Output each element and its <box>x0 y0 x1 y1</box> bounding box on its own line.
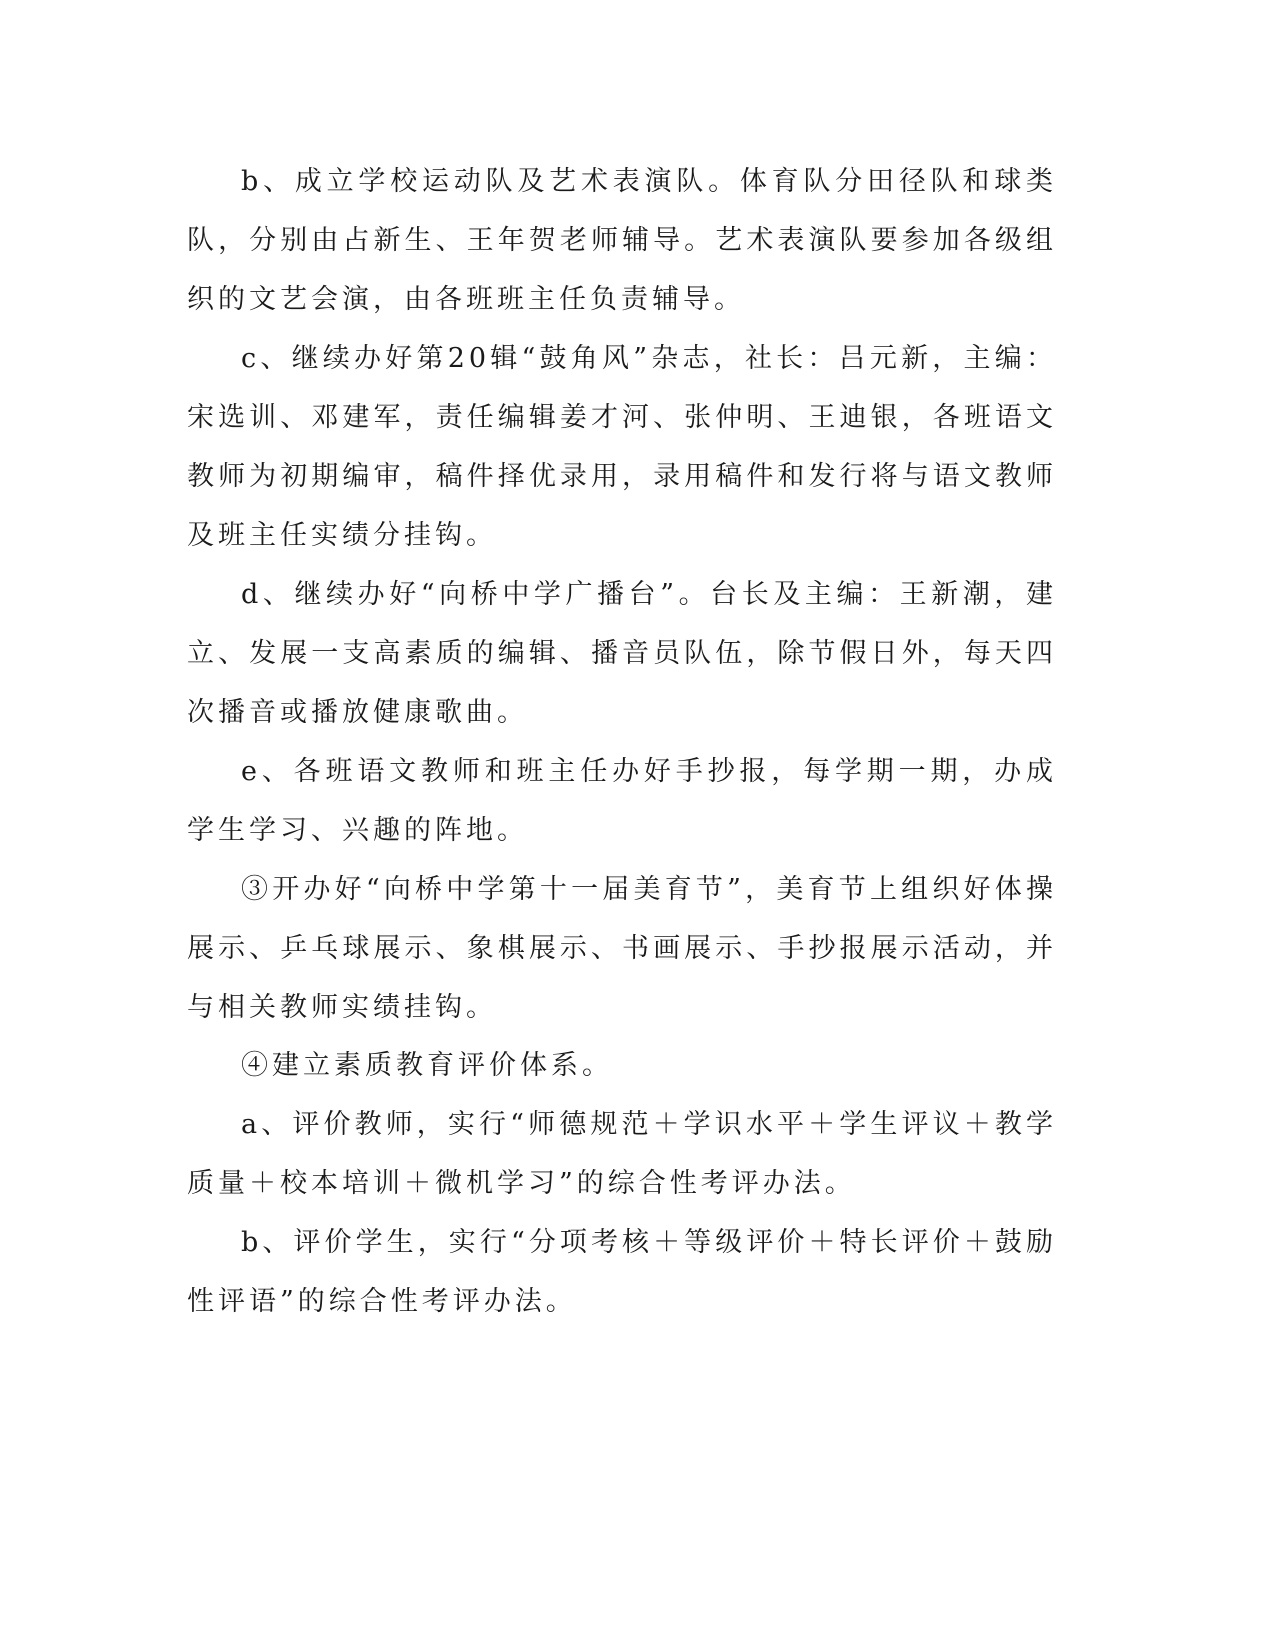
paragraph-teacher-evaluation: a、评价教师，实行“师德规范＋学识水平＋学生评议＋教学质量＋校本培训＋微机学习”的综合性考评办法。 <box>187 1109 1057 1199</box>
paragraph-magazine: c、继续办好第20辑“鼓角风”杂志，社长：吕元新，主编：宋选训、邓建军，责任编辑姜才河、张仲明、王迪银，各班语文教师为初期编审，稿件择优录用，录用稿件和发行将与语文教师及班主任实绩分挂钩。 <box>187 343 1057 551</box>
paragraph-sports-art-teams: b、成立学校运动队及艺术表演队。体育队分田径队和球类队，分别由占新生、王年贺老师辅导。艺术表演队要参加各级组织的文艺会演，由各班班主任负责辅导。 <box>187 166 1057 315</box>
paragraph-evaluation-system: ④建立素质教育评价体系。 <box>241 1050 613 1081</box>
paragraph-broadcast-station: d、继续办好“向桥中学广播台”。台长及主编：王新潮，建立、发展一支高素质的编辑、播音员队伍，除节假日外，每天四次播音或播放健康歌曲。 <box>187 579 1057 728</box>
paragraph-aesthetic-festival: ③开办好“向桥中学第十一届美育节”，美育节上组织好体操展示、乒乓球展示、象棋展示、书画展示、手抄报展示活动，并与相关教师实绩挂钩。 <box>187 874 1057 1023</box>
paragraph-student-evaluation: b、评价学生，实行“分项考核＋等级评价＋特长评价＋鼓励性评语”的综合性考评办法。 <box>187 1227 1057 1317</box>
paragraph-handwritten-newspaper: e、各班语文教师和班主任办好手抄报，每学期一期，办成学生学习、兴趣的阵地。 <box>187 756 1057 846</box>
